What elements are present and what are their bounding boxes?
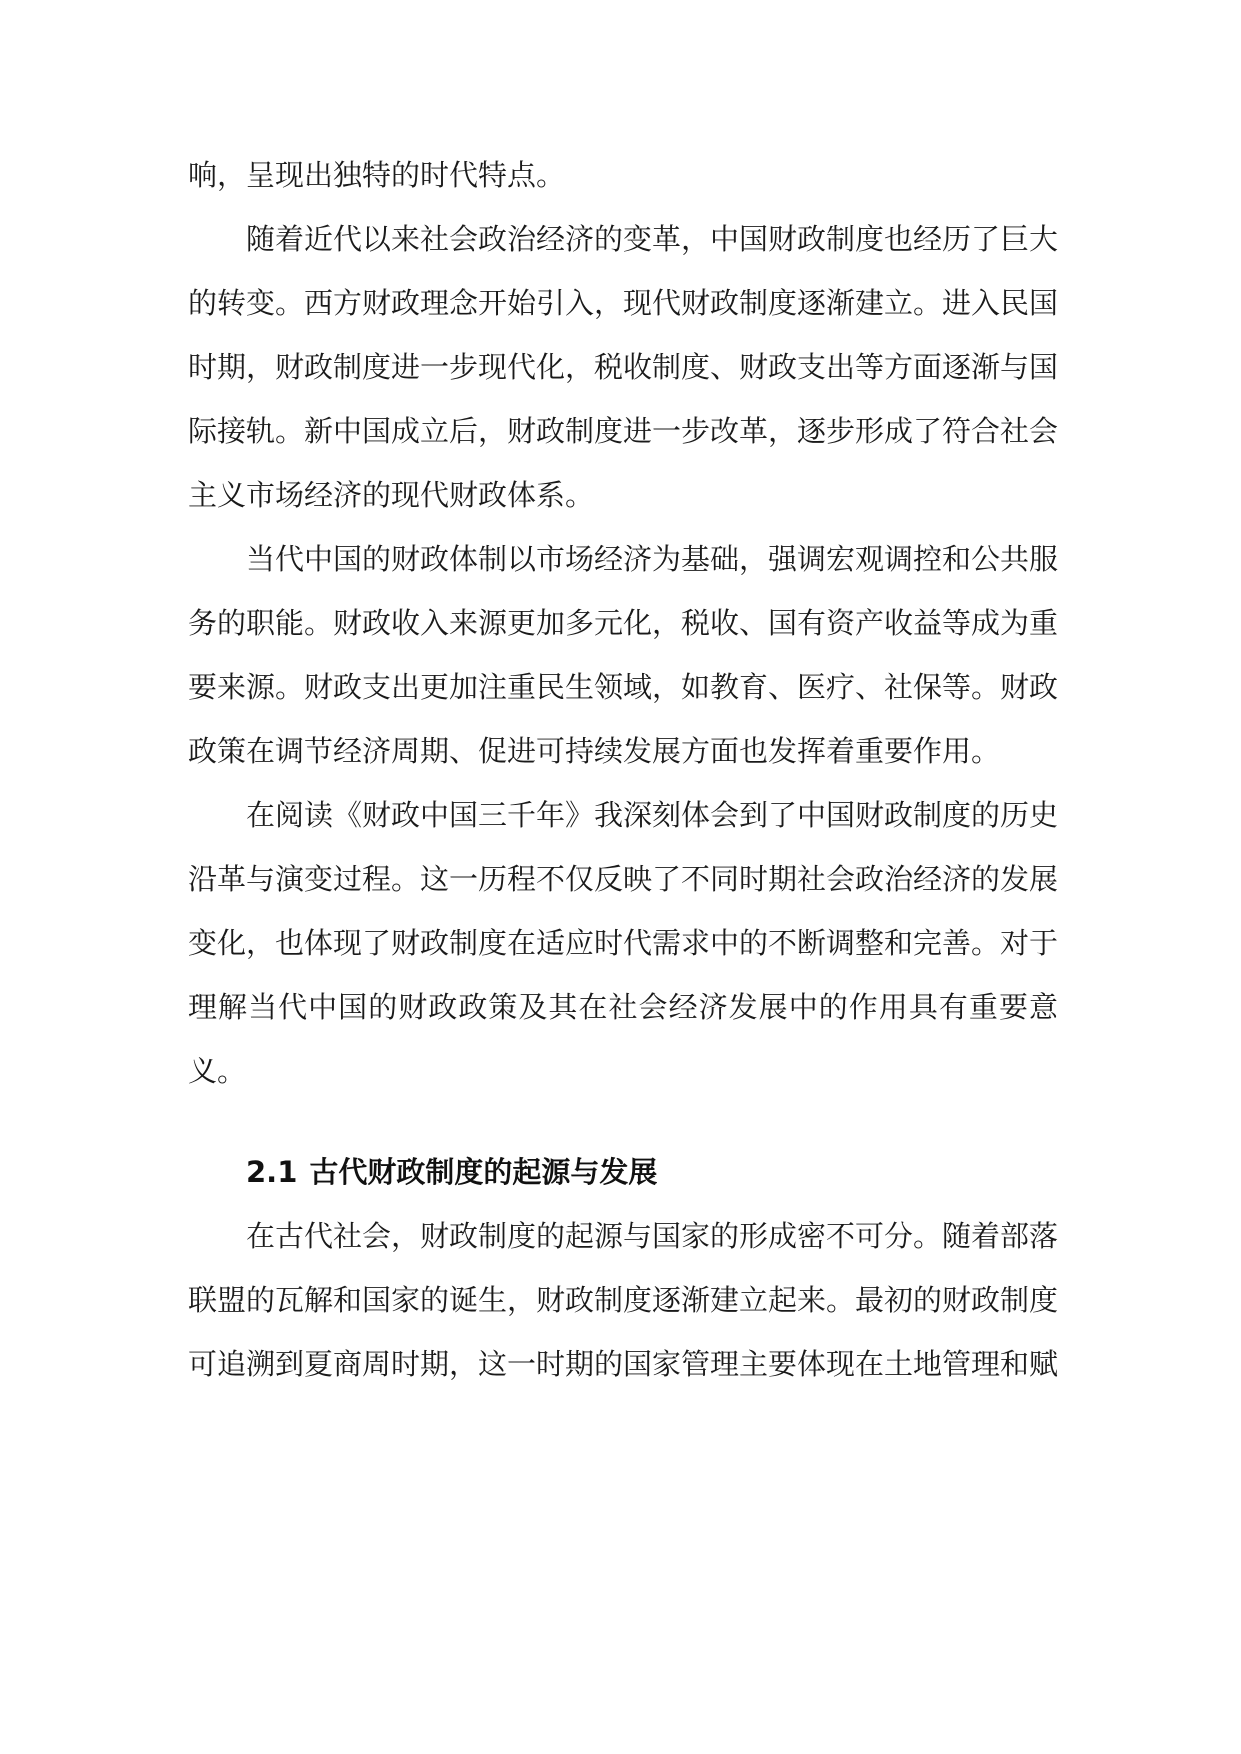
section-heading (188, 1140, 1058, 1204)
paragraph-ancient-fiscal-origin: 在古代社会，财政制度的起源与国家的形成密不可分。随着部落联盟的瓦解和国家的诞生，财政制度逐渐建立起来。最初的财政制度可追溯到夏商周时期，这一时期的国家管理主要体现在土地管理和赋 (188, 1219, 1059, 1381)
paragraph-reading-reflection: 在阅读《财政中国三千年》我深刻体会到了中国财政制度的历史沿革与演变过程。这一历程不仅反映了不同时期社会政治经济的发展变化，也体现了财政制度在适应时代需求中的不断调整和完善。对于理解当代中国的财政政策及其在社会经济发展中的作用具有重要意义。 (188, 798, 1059, 1088)
paragraph-contemporary-fiscal-system: 当代中国的财政体制以市场经济为基础，强调宏观调控和公共服务的职能。财政收入来源更加多元化，税收、国有资产收益等成为重要来源。财政支出更加注重民生领域，如教育、医疗、社保等。财政政策在调节经济周期、促进可持续发展方面也发挥着重要作用。 (188, 542, 1059, 768)
section-number: 2.1 (246, 1155, 298, 1189)
paragraph-continuation: 响，呈现出独特的时代特点。 (188, 158, 566, 192)
document-body (188, 143, 1058, 1396)
section-title: 古代财政制度的起源与发展 (309, 1155, 658, 1189)
paragraph-modern-fiscal-change: 随着近代以来社会政治经济的变革，中国财政制度也经历了巨大的转变。西方财政理念开始引入，现代财政制度逐渐建立。进入民国时期，财政制度进一步现代化，税收制度、财政支出等方面逐渐与国际接轨。新中国成立后，财政制度进一步改革，逐步形成了符合社会主义市场经济的现代财政体系。 (188, 222, 1059, 512)
